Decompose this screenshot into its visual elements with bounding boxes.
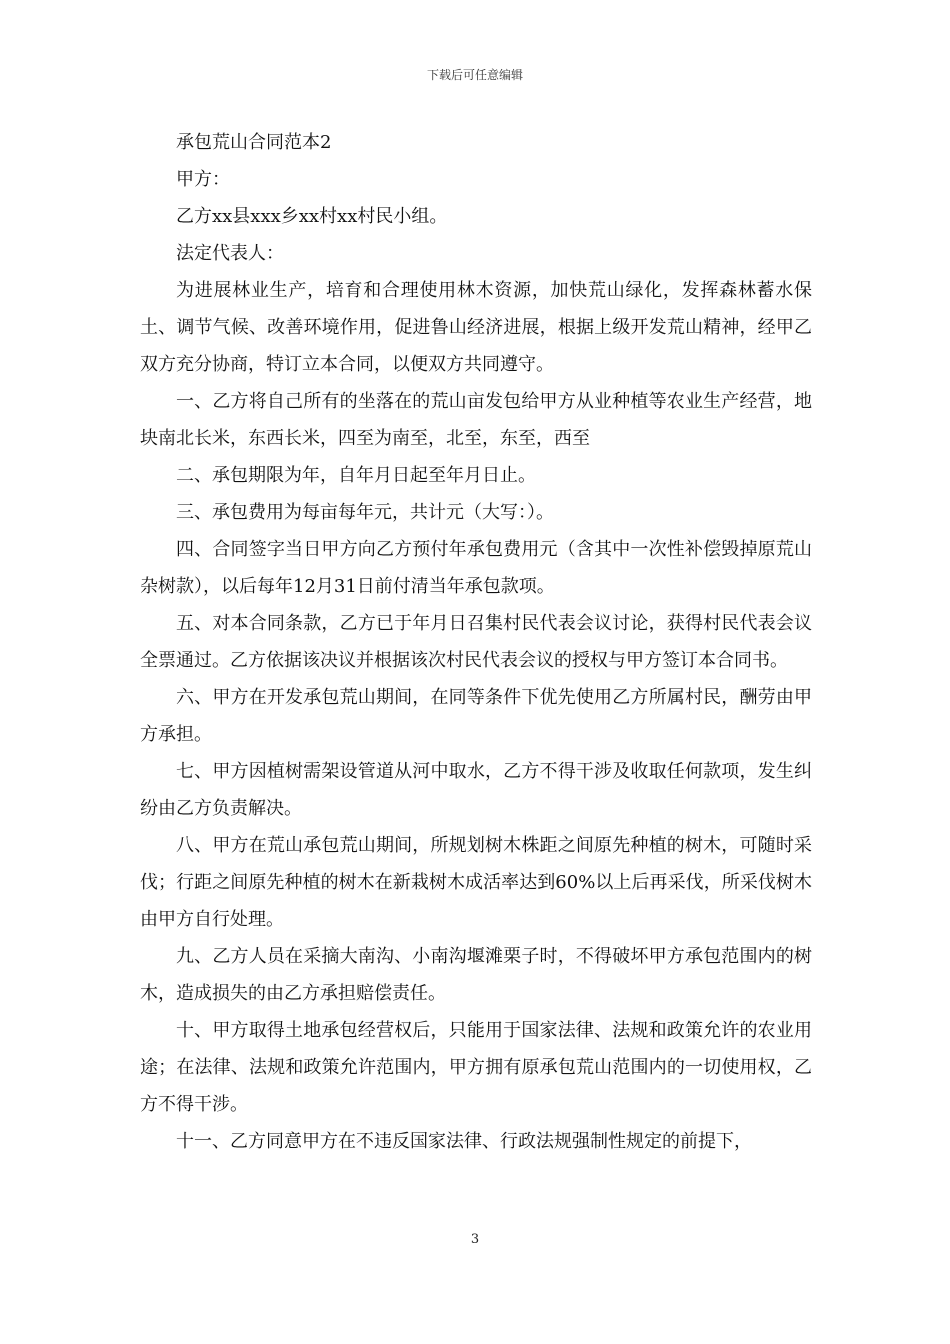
clause-6: 六、甲方在开发承包荒山期间，在同等条件下优先使用乙方所属村民，酬劳由甲方承担。	[140, 687, 812, 745]
clause-11: 十一、乙方同意甲方在不违反国家法律、行政法规强制性规定的前提下，	[176, 1131, 752, 1152]
clause-3: 三、承包费用为每亩每年元，共计元（大写：）。	[176, 502, 554, 523]
document-title: 承包荒山合同范本2	[176, 132, 332, 153]
party-b-line: 乙方xx县xxx乡xx村xx村民小组。	[176, 206, 448, 227]
party-a-line: 甲方：	[176, 169, 230, 190]
clause-8: 八、甲方在荒山承包荒山期间，所规划树木株距之间原先种植的树木，可随时采伐；行距之间原先种植的树木在新栽树木成活率达到60%以上后再采伐，所采伐树木由甲方自行处理。	[140, 835, 812, 930]
clause-5: 五、对本合同条款，乙方已于年月日召集村民代表会议讨论，获得村民代表会议全票通过。乙方依据该决议并根据该次村民代表会议的授权与甲方签订本合同书。	[140, 613, 812, 671]
clause-1: 一、乙方将自己所有的坐落在的荒山亩发包给甲方从业种植等农业生产经营，地块南北长米，东西长米，四至为南至，北至，东至，西至	[140, 391, 812, 449]
clause-2: 二、承包期限为年，自年月日起至年月日止。	[176, 465, 536, 486]
clause-10: 十、甲方取得土地承包经营权后，只能用于国家法律、法规和政策允许的农业用途；在法律、法规和政策允许范围内，甲方拥有原承包荒山范围内的一切使用权，乙方不得干涉。	[140, 1020, 812, 1115]
page-header-note: 下载后可任意编辑	[426, 68, 523, 82]
document-body	[140, 124, 812, 1160]
clause-9: 九、乙方人员在采摘大南沟、小南沟堰滩栗子时，不得破坏甲方承包范围内的树木，造成损失的由乙方承担赔偿责任。	[140, 946, 812, 1004]
legal-representative-line: 法定代表人：	[176, 243, 284, 264]
page-number: 3	[470, 1232, 480, 1247]
clause-4: 四、合同签字当日甲方向乙方预付年承包费用元（含其中一次性补偿毁掉原荒山杂树款），以后每年12月31日前付清当年承包款项。	[140, 539, 812, 597]
preamble-paragraph: 为进展林业生产，培育和合理使用林木资源，加快荒山绿化，发挥森林蓄水保土、调节气候、改善环境作用，促进鲁山经济进展，根据上级开发荒山精神，经甲乙双方充分协商，特订立本合同，以便双方共同遵守。	[140, 280, 812, 375]
clause-7: 七、甲方因植树需架设管道从河中取水，乙方不得干涉及收取任何款项，发生纠纷由乙方负责解决。	[140, 761, 812, 819]
